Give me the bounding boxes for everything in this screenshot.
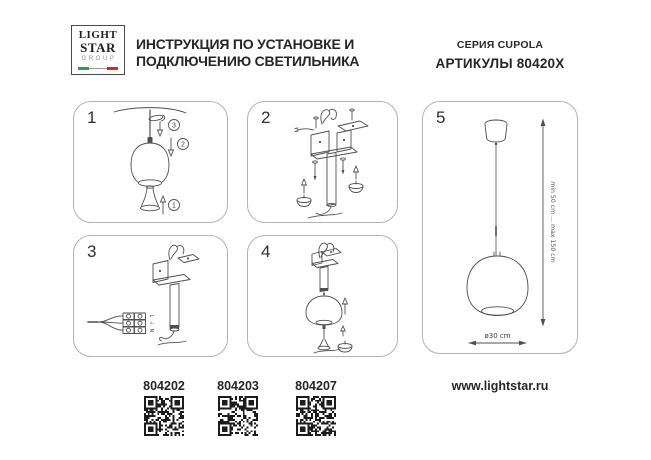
step-panel-3	[73, 235, 228, 357]
terminal-label-L: L	[148, 314, 154, 318]
logo-text-star: STAR	[80, 40, 116, 55]
series-info	[419, 39, 581, 71]
lightstar-logo	[71, 25, 125, 75]
step-number-3: 3	[87, 242, 97, 261]
article-item-804203	[206, 379, 270, 441]
article-number: 804202	[143, 379, 185, 393]
title-line-1: ИНСТРУКЦИЯ ПО УСТАНОВКЕ И	[136, 36, 355, 52]
step-marker-2: 2	[181, 141, 185, 149]
terminal-label-N: N	[148, 328, 154, 333]
website-url: www.lightstar.ru	[451, 379, 549, 393]
step-2-illustration	[248, 102, 399, 224]
logo-flag-stripe	[78, 67, 118, 70]
logo-text-group: GROUP	[81, 56, 117, 62]
step-marker-1: 1	[172, 202, 176, 210]
step-number-4: 4	[261, 242, 271, 261]
step-5-dimensions-illustration	[423, 102, 579, 355]
step-panel-5	[422, 101, 578, 354]
series-label: СЕРИЯ CUPOLA	[456, 39, 544, 51]
height-range-label: min 50 cm ... max 150 cm	[549, 181, 556, 263]
step-panel-1	[73, 101, 228, 223]
logo-text-light: LIGHT	[78, 29, 118, 41]
qr-code-804203	[218, 396, 258, 436]
step-marker-3: 3	[172, 122, 176, 130]
diameter-label: ø30 cm	[484, 332, 511, 340]
articles-label: АРТИКУЛЫ 80420X	[435, 56, 565, 71]
step-panel-4	[247, 235, 398, 357]
page-title	[136, 36, 359, 69]
article-number: 804203	[217, 379, 259, 393]
step-number-2: 2	[261, 108, 271, 127]
step-panel-2	[247, 101, 398, 223]
terminal-label-earth: ⏚	[148, 320, 154, 326]
step-3-illustration	[74, 236, 229, 358]
step-number-1: 1	[87, 108, 97, 127]
step-4-illustration	[248, 236, 399, 358]
step-number-5: 5	[436, 108, 446, 127]
article-number: 804207	[295, 379, 337, 393]
qr-code-804207	[296, 396, 336, 436]
title-line-2: ПОДКЛЮЧЕНИЮ СВЕТИЛЬНИКА	[136, 52, 360, 69]
qr-code-804202	[144, 396, 184, 436]
step-1-illustration	[74, 102, 229, 224]
article-item-804207	[284, 379, 348, 441]
article-item-804202	[132, 379, 196, 441]
